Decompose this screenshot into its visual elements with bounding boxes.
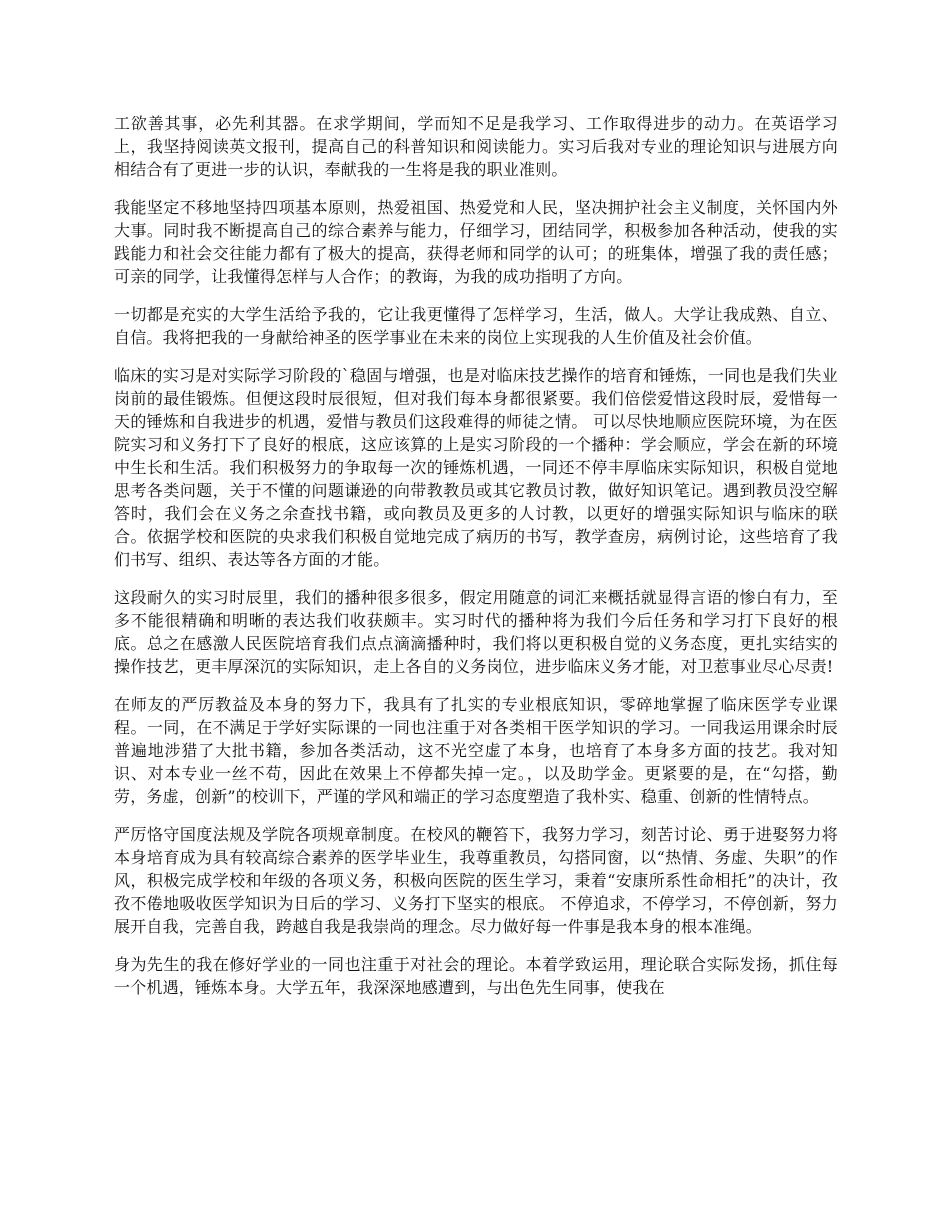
- paragraph: 临床的实习是对实际学习阶段的`稳固与增强，也是对临床技艺操作的培育和锤炼，一同也是我们失业岗前的最佳锻炼。但便这段时辰很短，但对我们每本身都很紧要。我们倍偿爱惜这段时辰，爱惜每一天的锤炼和自我进步的机遇，爱惜与教员们这段难得的师徒之情。 可以尽快地顺应医院环境，为在医院实习和义务打下了良好的根底，这应该算的上是实习阶段的一个播种：学会顺应，学会在新的环境中生长和生活。我们积极努力的争取每一次的锤炼机遇，一同还不停丰厚临床实际知识，积极自觉地思考各类问题，关于不懂的问题谦逊的向带教教员或其它教员讨教，做好知识笔记。遇到教员没空解答时，我们会在义务之余查找书籍，或向教员及更多的人讨教，以更好的增强实际知识与临床的联合。依据学校和医院的央求我们积极自觉地完成了病历的书写，教学查房，病例讨论，这些培育了我们书写、组织、表达等各方面的才能。: [114, 366, 838, 569]
- paragraph: 我能坚定不移地坚持四项基本原则，热爱祖国、热爱党和人民，坚决拥护社会主义制度，关怀国内外大事。同时我不断提高自己的综合素养与能力，仔细学习，团结同学，积极参加各种活动，使我的实践能力和社会交往能力都有了极大的提高，获得老师和同学的认可；的班集体，增强了我的责任感；可亲的同学，让我懂得怎样与人合作；的教诲，为我的成功指明了方向。: [114, 198, 838, 286]
- document-body: [114, 112, 838, 1014]
- paragraph: 在师友的严厉教益及本身的努力下，我具有了扎实的专业根底知识，零碎地掌握了临床医学专业课程。一同，在不满足于学好实际课的一同也注重于对各类相干医学知识的学习。一同我运用课余时辰普遍地涉猎了大批书籍，参加各类活动，这不光空虚了本身，也培育了本身多方面的技艺。我对知识、对本专业一丝不苟，因此在效果上不停都失掉一定。，以及助学金。更紧要的是，在“勾搭，勤劳，务虚，创新”的校训下，严谨的学风和端正的学习态度塑造了我朴实、稳重、创新的性情特点。: [114, 695, 838, 806]
- paragraph: 工欲善其事，必先利其器。在求学期间，学而知不足是我学习、工作取得进步的动力。在英语学习上，我坚持阅读英文报刊，提高自己的科普知识和阅读能力。实习后我对专业的理论知识与进展方向相结合有了更进一步的认识，奉献我的一生将是我的职业准则。: [114, 114, 838, 179]
- paragraph: 身为先生的我在修好学业的一同也注重于对社会的理论。本着学致运用，理论联合实际发扬，抓住每一个机遇，锤炼本身。大学五年，我深深地感遭到，与出色先生同事，使我在: [114, 955, 838, 997]
- paragraph: 严厉恪守国度法规及学院各项规章制度。在校风的鞭笞下，我努力学习，刻苦讨论、勇于进娶努力将本身培育成为具有较高综合素养的医学毕业生，我尊重教员，勾搭同窗，以“热情、务虚、失职”的作风，积极完成学校和年级的各项义务，积极向医院的医生学习，秉着“安康所系性命相托”的决计，孜孜不倦地吸收医学知识为日后的学习、义务打下坚实的根底。 不停追求，不停学习，不停创新，努力展开自我，完善自我，跨越自我是我崇尚的理念。尽力做好每一件事是我本身的根本准绳。: [114, 825, 838, 936]
- paragraph: 一切都是充实的大学生活给予我的，它让我更懂得了怎样学习，生活，做人。大学让我成熟、自立、自信。我将把我的一身献给神圣的医学事业在未来的岗位上实现我的人生价值及社会价值。: [114, 305, 838, 347]
- paragraph: 这段耐久的实习时辰里，我们的播种很多很多，假定用随意的词汇来概括就显得言语的惨白有力，至多不能很精确和明晰的表达我们收获颇丰。实习时代的播种将为我们今后任务和学习打下良好的根底。总之在感激人民医院培育我们点点滴滴播种时，我们将以更积极自觉的义务态度，更扎实结实的操作技艺，更丰厚深沉的实际知识，走上各自的义务岗位，进步临床义务才能，对卫惹事业尽心尽责!: [114, 588, 838, 676]
